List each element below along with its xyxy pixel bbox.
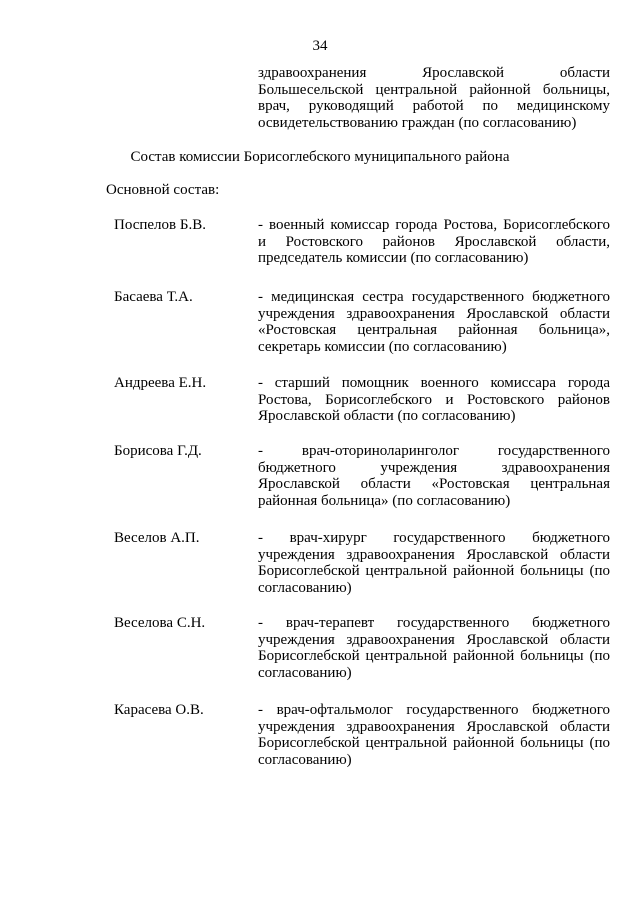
main-composition-label: Основной состав:	[106, 182, 220, 198]
member-name: Андреева Е.Н.	[114, 375, 207, 391]
member-role: - врач-оториноларинголог государственного бюджетного учреждения здравоохранения Ярославской области «Ростовская центральная районная больница» (по согласованию)	[258, 443, 610, 509]
continuation-text: здравоохранения Ярославской области Большесельской центральной районной больницы, врач, руководящий работой по медицинскому освидетельствованию граждан (по согласованию)	[258, 65, 610, 131]
member-name: Веселов А.П.	[114, 530, 200, 546]
member-role: - врач-хирург государственного бюджетного учреждения здравоохранения Ярославской области Борисоглебской центральной районной больницы (по согласованию)	[258, 530, 610, 596]
member-name: Поспелов Б.В.	[114, 217, 206, 233]
member-role: - врач-терапевт государственного бюджетного учреждения здравоохранения Ярославской области Борисоглебской центральной районной больницы (по согласованию)	[258, 615, 610, 681]
member-role: - военный комиссар города Ростова, Борисоглебского и Ростовского районов Ярославской области, председатель комиссии (по согласованию)	[258, 217, 610, 266]
page-number: 34	[312, 38, 328, 54]
member-name: Карасева О.В.	[114, 702, 204, 718]
member-name: Веселова С.Н.	[114, 615, 206, 631]
member-role: - старший помощник военного комиссара города Ростова, Борисоглебского и Ростовского районов Ярославской области (по согласованию)	[258, 375, 610, 424]
member-name: Басаева Т.А.	[114, 289, 193, 305]
commission-heading: Состав комиссии Борисоглебского муниципального района	[130, 149, 510, 165]
member-role: - врач-офтальмолог государственного бюджетного учреждения здравоохранения Ярославской области Борисоглебской центральной районной больницы (по согласованию)	[258, 702, 610, 768]
member-role: - медицинская сестра государственного бюджетного учреждения здравоохранения Ярославской области «Ростовская центральная районная больница», секретарь комиссии (по согласованию)	[258, 289, 610, 355]
member-name: Борисова Г.Д.	[114, 443, 202, 459]
